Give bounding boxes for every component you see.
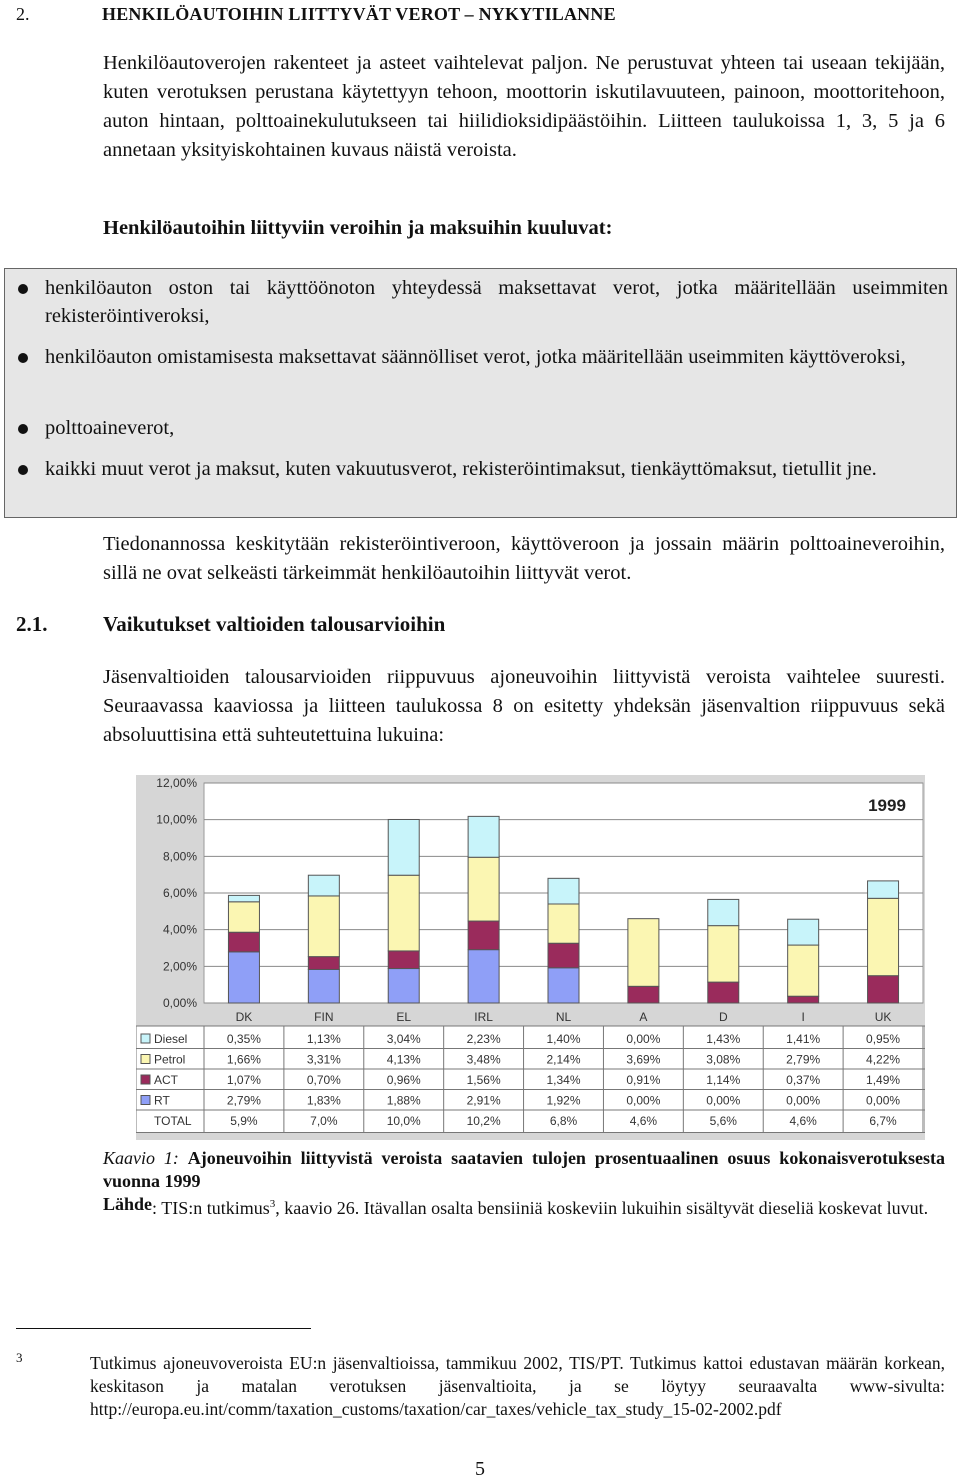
table-cell: 3,31% <box>306 1052 341 1067</box>
bar-segment-diesel <box>308 875 339 896</box>
y-tick-label: 4,00% <box>162 922 197 937</box>
bar-segment-diesel <box>548 878 579 904</box>
bullet-item-other: kaikki muut verot ja maksut, kuten vakuutusverot, rekisteröintimaksut, tienkäyttömaksut, tietullit jne. <box>45 458 877 480</box>
x-category-label: IRL <box>474 1010 493 1024</box>
legend-swatch-petrol <box>141 1055 150 1064</box>
x-category-label: A <box>639 1010 648 1024</box>
list-title: Henkilöautoihin liittyviin veroihin ja maksuihin kuuluvat: <box>103 217 613 239</box>
bar-segment-diesel <box>468 816 499 857</box>
bar-segment-act <box>788 996 819 1003</box>
y-tick-label: 6,00% <box>162 886 197 900</box>
y-tick-label: 10,00% <box>156 812 197 827</box>
legend-swatch-rt <box>141 1096 150 1105</box>
table-cell: 1,13% <box>306 1032 341 1046</box>
section-paragraph: Jäsenvaltioiden talousarvioiden riippuvuus ajoneuvoihin liittyvistä veroista vaihtelee suuresti. Seuraavassa kaaviossa ja liitteen taulukossa 8 on esitetty yhdeksän jäsenvaltion riippuvuus sekä absoluuttisina että suhteutettuina lukuina: <box>103 666 945 746</box>
bar-segment-rt <box>388 969 419 1003</box>
bar-segment-rt <box>308 969 339 1003</box>
bar-segment-petrol <box>628 919 659 987</box>
total-cell: 7,0% <box>310 1114 338 1128</box>
legend-label-petrol: Petrol <box>154 1052 186 1067</box>
legend-swatch-diesel <box>141 1034 150 1043</box>
table-cell: 0,00% <box>786 1093 821 1108</box>
chart-figure <box>136 775 925 1140</box>
footnote-text: Tutkimus ajoneuvoveroista EU:n jäsenvaltioissa, tammikuu 2002, TIS/PT. Tutkimus kattoi edustavan määrän korkean, keskitason ja matalan verotuksen jäsenvaltioita, ja se löytyy seuraavalta www-sivulta: http://europa.eu.int/comm/taxation_customs/taxation/car_taxes/vehicle_tax_study_15-02-2002.pdf <box>90 1353 945 1419</box>
source-footnote-ref[interactable]: 3 <box>269 1198 276 1210</box>
bar-segment-act <box>628 986 659 1003</box>
bar-segment-rt <box>228 952 259 1003</box>
footnote-mark: 3 <box>16 1350 23 1365</box>
table-cell: 0,37% <box>786 1073 821 1087</box>
bar-segment-diesel <box>788 919 819 945</box>
y-tick-label: 12,00% <box>156 776 197 790</box>
x-category-label: NL <box>555 1010 572 1024</box>
legend-label-diesel: Diesel <box>154 1032 188 1046</box>
bar-segment-act <box>548 943 579 968</box>
y-tick-label: 0,00% <box>162 996 197 1010</box>
bar-segment-petrol <box>708 926 739 982</box>
section-heading <box>16 4 616 25</box>
bar-segment-petrol <box>548 904 579 943</box>
bar-segment-rt <box>548 968 579 1003</box>
footnote-rule <box>16 1328 311 1329</box>
source-text-before: : TIS:n tutkimus <box>152 1198 270 1218</box>
bar-segment-petrol <box>468 857 499 921</box>
table-cell: 3,04% <box>386 1032 421 1046</box>
table-cell: 1,41% <box>786 1032 821 1046</box>
bar-segment-diesel <box>228 895 259 901</box>
total-cell: 6,7% <box>869 1114 897 1128</box>
bullet-dot <box>18 424 28 434</box>
table-cell: 3,08% <box>706 1052 741 1067</box>
table-cell: 0,00% <box>626 1093 661 1108</box>
table-cell: 0,00% <box>626 1032 661 1046</box>
table-cell: 1,66% <box>226 1052 261 1067</box>
table-cell: 1,43% <box>706 1032 741 1046</box>
subsection-heading <box>16 612 445 637</box>
table-cell: 1,56% <box>466 1073 501 1087</box>
table-cell: 1,92% <box>546 1093 581 1108</box>
caption-label: Kaavio 1: <box>103 1148 179 1168</box>
table-cell: 0,96% <box>386 1073 421 1087</box>
bullet-dot <box>18 465 28 475</box>
bar-segment-act <box>388 951 419 969</box>
table-cell: 1,34% <box>546 1073 581 1087</box>
table-cell: 1,88% <box>386 1093 421 1108</box>
x-category-label: UK <box>874 1010 892 1024</box>
source-label: Lähde <box>103 1194 153 1214</box>
table-cell: 1,40% <box>546 1032 581 1046</box>
table-cell: 2,79% <box>226 1093 261 1108</box>
total-cell: 4,6% <box>629 1114 658 1128</box>
table-cell: 2,23% <box>466 1032 501 1046</box>
table-cell: 3,69% <box>626 1052 661 1067</box>
table-cell: 0,00% <box>706 1093 741 1108</box>
intro-paragraph: Henkilöautoverojen rakenteet ja asteet vaihtelevat paljon. Ne perustuvat yhteen tai useaan tekijään, kuten verotuksen perustana käytettyyn tehoon, moottorin iskutilavuuteen, painoon, moottoritehoon, auton hintaan, polttoainekulutukseen tai hiilidioksidipäästöihin. Liitteen taulukoissa 1, 3, 5 ja 6 annetaan yksityiskohtainen kuvaus näistä veroista. <box>103 52 945 161</box>
source-body <box>152 1193 945 1220</box>
table-cell: 0,91% <box>626 1073 661 1087</box>
x-category-label: DK <box>235 1010 253 1024</box>
table-cell: 2,14% <box>546 1052 581 1067</box>
y-tick-label: 8,00% <box>162 849 197 864</box>
bar-segment-act <box>868 976 899 1003</box>
bar-segment-diesel <box>868 881 899 898</box>
bar-segment-petrol <box>788 945 819 996</box>
table-cell: 2,91% <box>466 1093 501 1108</box>
total-cell: 5,9% <box>230 1114 258 1128</box>
table-cell: 2,79% <box>786 1052 821 1067</box>
focus-paragraph: Tiedonannossa keskitytään rekisteröintiveroon, käyttöveroon ja jossain määrin polttoaineveroihin, sillä ne ovat selkeästi tärkeimmät henkilöautoihin liittyvät verot. <box>103 533 945 584</box>
chart-caption <box>103 1147 945 1193</box>
bar-segment-diesel <box>388 819 419 875</box>
legend-label-rt: RT <box>154 1093 170 1108</box>
page-number: 5 <box>475 1458 485 1480</box>
table-cell: 1,49% <box>866 1073 901 1087</box>
bullet-item-registration: henkilöauton oston tai käyttöönoton yhteydessä maksettavat verot, jotka määritellään useimmiten rekisteröintiveroksi, <box>45 277 948 327</box>
bar-segment-diesel <box>708 899 739 925</box>
tax-types-box <box>4 268 957 518</box>
chart-source <box>103 1193 945 1220</box>
total-cell: 5,6% <box>709 1114 737 1128</box>
heading-number: 2. <box>16 4 30 24</box>
total-cell: 10,0% <box>386 1114 421 1128</box>
bullet-item-fuel: polttoaineverot, <box>45 417 175 439</box>
total-cell: 4,6% <box>789 1114 817 1128</box>
bar-segment-act <box>228 932 259 952</box>
y-tick-label: 2,00% <box>162 959 197 974</box>
x-category-label: EL <box>396 1010 412 1024</box>
bullet-item-usage: henkilöauton omistamisesta maksettavat säännölliset verot, jotka määritellään useimmiten käyttöveroksi, <box>45 346 906 368</box>
subsection-title: Vaikutukset valtioiden talousarvioihin <box>103 612 446 636</box>
bar-segment-petrol <box>868 898 899 975</box>
x-category-label: D <box>718 1010 728 1024</box>
bar-segment-act <box>308 957 339 970</box>
bar-segment-act <box>468 921 499 950</box>
bullet-dot <box>18 353 28 363</box>
caption-text: Ajoneuvoihin liittyvistä veroista saatavien tulojen prosentuaalinen osuus kokonaisverotuksesta vuonna 1999 <box>103 1148 946 1191</box>
table-cell: 4,13% <box>386 1052 421 1067</box>
table-cell: 4,22% <box>866 1052 901 1067</box>
total-row-label: TOTAL <box>154 1114 192 1128</box>
bar-segment-petrol <box>308 896 339 957</box>
table-cell: 0,95% <box>866 1032 901 1046</box>
heading-title: HENKILÖAUTOIHIN LIITTYVÄT VEROT – NYKYTILANNE <box>102 4 616 24</box>
subsection-number: 2.1. <box>16 612 48 636</box>
table-cell: 1,14% <box>706 1073 741 1087</box>
bar-segment-act <box>708 982 739 1003</box>
source-text-after: , kaavio 26. Itävallan osalta bensiiniä koskeviin lukuihin sisältyvät dieseliä koskevat luvut. <box>275 1198 929 1218</box>
table-cell: 0,00% <box>866 1093 901 1108</box>
x-category-label: FIN <box>314 1010 334 1024</box>
chart-title: 1999 <box>868 796 906 815</box>
bullet-dot <box>18 284 28 294</box>
bar-segment-rt <box>468 950 499 1003</box>
bar-segment-petrol <box>388 875 419 951</box>
legend-swatch-act <box>141 1075 150 1084</box>
table-cell: 1,83% <box>306 1093 341 1108</box>
x-category-label: I <box>801 1010 805 1024</box>
table-cell: 3,48% <box>466 1052 501 1067</box>
bar-segment-petrol <box>228 902 259 932</box>
table-cell: 0,70% <box>306 1073 341 1087</box>
total-cell: 10,2% <box>466 1114 501 1128</box>
total-cell: 6,8% <box>549 1114 578 1128</box>
table-cell: 1,07% <box>226 1073 261 1087</box>
legend-label-act: ACT <box>154 1073 178 1087</box>
stacked-bar-chart <box>136 775 925 1140</box>
table-cell: 0,35% <box>226 1032 261 1046</box>
